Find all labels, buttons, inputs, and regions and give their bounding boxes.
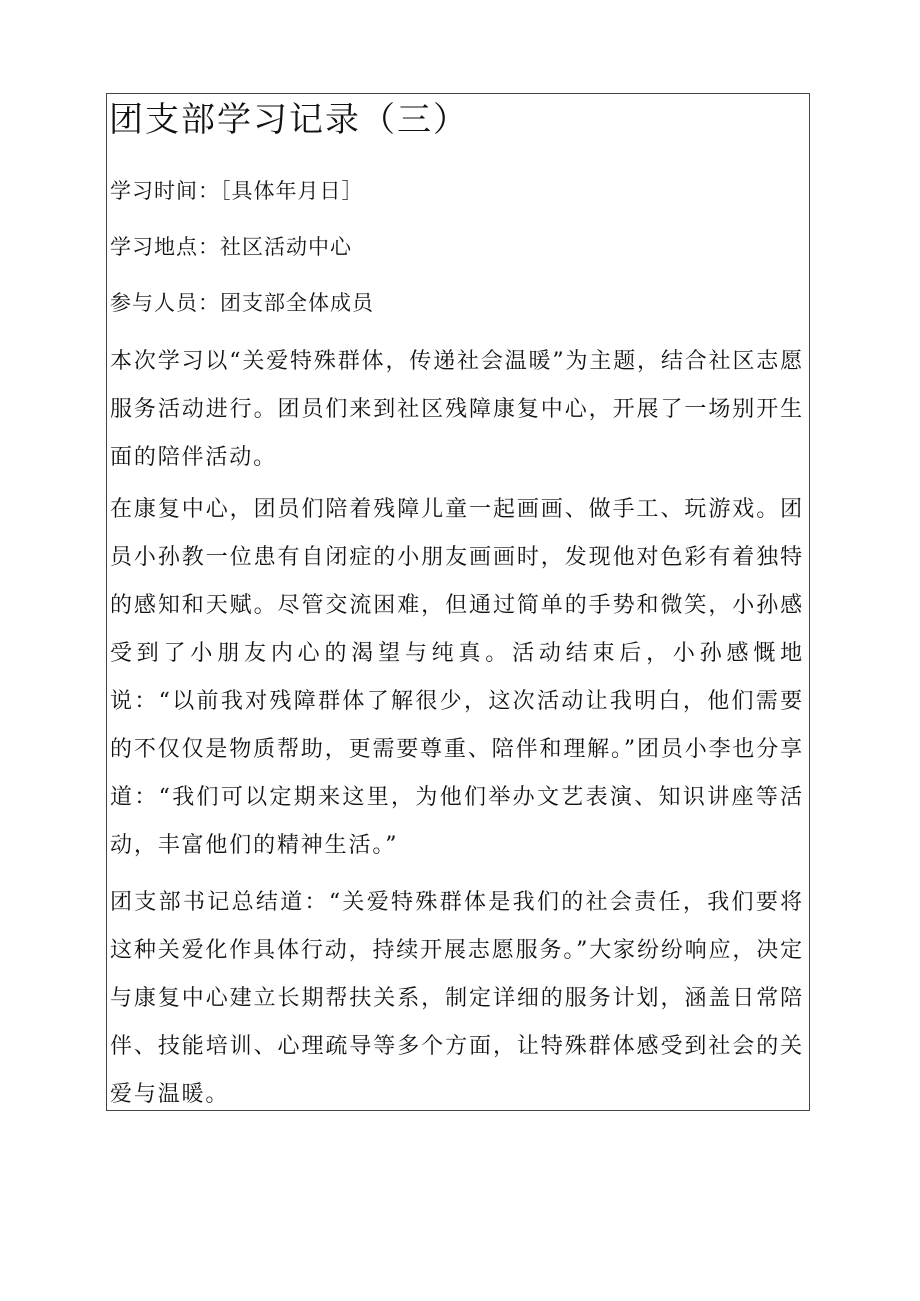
participants: 参与人员：团支部全体成员 bbox=[110, 291, 374, 315]
paragraph-theme: 本次学习以“关爱特殊群体，传递社会温暖”为主题，结合社区志愿服务活动进行。团员们来到社区残障康复中心，开展了一场别开生面的陪伴活动。 bbox=[110, 349, 804, 470]
study-place: 学习地点：社区活动中心 bbox=[110, 235, 352, 259]
study-time: 学习时间：［具体年月日］ bbox=[110, 179, 364, 203]
paragraph-summary: 团支部书记总结道：“关爱特殊群体是我们的社会责任，我们要将这种关爱化作具体行动，持续开展志愿服务。”大家纷纷响应，决定与康复中心建立长期帮扶关系，制定详细的服务计划，涵盖日常陪伴、技能培训、心理疏导等多个方面，让特殊群体感受到社会的关爱与温暖。 bbox=[110, 890, 804, 1107]
record-title: 团支部学习记录（三） bbox=[109, 100, 469, 140]
paragraph-activity: 在康复中心，团员们陪着残障儿童一起画画、做手工、玩游戏。团员小孙教一位患有自闭症的小朋友画画时，发现他对色彩有着独特的感知和天赋。尽管交流困难，但通过简单的手势和微笑，小孙感受到了小朋友内心的渴望与纯真。活动结束后，小孙感慨地说：“以前我对残障群体了解很少，这次活动让我明白，他们需要的不仅仅是物质帮助，更需要尊重、陪伴和理解。”团员小李也分享道：“我们可以定期来这里，为他们举办文艺表演、知识讲座等活动，丰富他们的精神生活。” bbox=[110, 497, 804, 858]
